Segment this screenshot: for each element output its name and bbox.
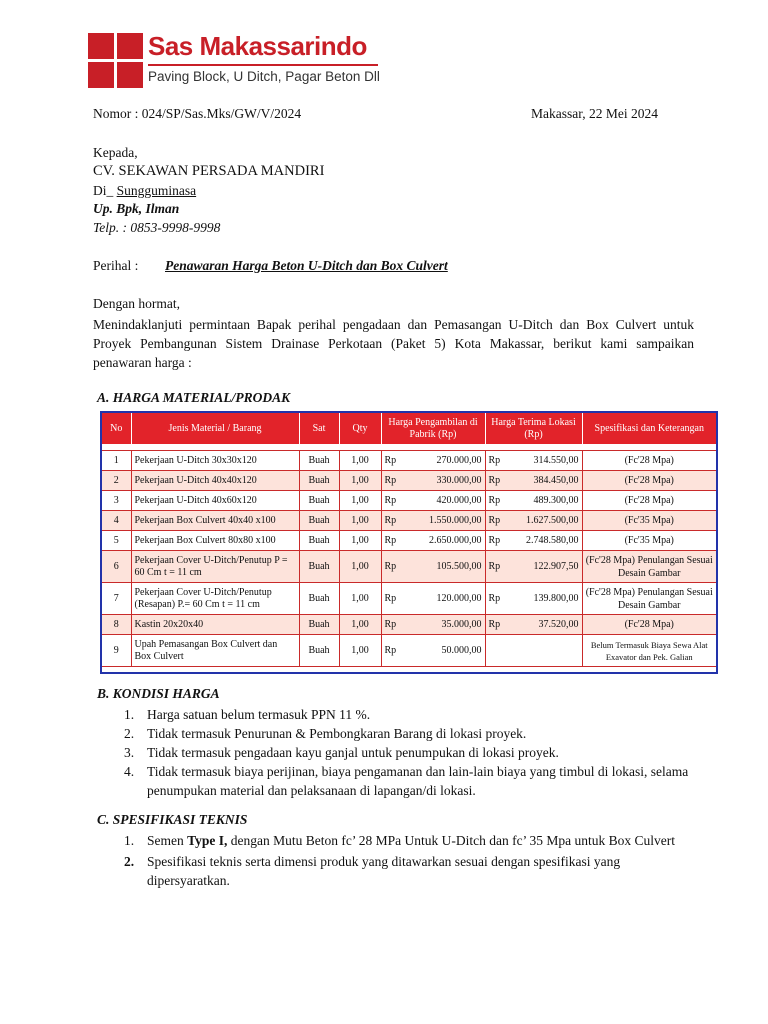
section-c-title: C. SPESIFIKASI TEKNIS bbox=[97, 812, 248, 827]
cell-sat: Buah bbox=[299, 491, 339, 511]
list-item: 2. Tidak termasuk Penurunan & Pembongkaran Barang di lokasi proyek. bbox=[124, 726, 527, 741]
table-spacer-row bbox=[101, 667, 717, 674]
cell-harga-pabrik: Rp 105.500,00 bbox=[381, 551, 485, 583]
cell-no: 8 bbox=[101, 615, 131, 635]
perihal-label: Perihal : bbox=[93, 258, 139, 273]
cell-qty: 1,00 bbox=[339, 615, 381, 635]
cell-no: 2 bbox=[101, 471, 131, 491]
greeting: Dengan hormat, bbox=[93, 296, 180, 311]
cell-no: 7 bbox=[101, 583, 131, 615]
recipient-kepada: Kepada, bbox=[93, 145, 138, 160]
cell-harga-lokasi: Rp 384.450,00 bbox=[485, 471, 582, 491]
list-item: 1. Harga satuan belum termasuk PPN 11 %. bbox=[124, 707, 371, 722]
cell-item: Pekerjaan Cover U-Ditch/Penutup (Resapan) P.= 60 Cm t = 11 cm bbox=[131, 583, 299, 615]
table-row bbox=[101, 451, 717, 471]
cell-harga-lokasi: Rp 37.520,00 bbox=[485, 615, 582, 635]
cell-keterangan: (Fc'28 Mpa) Penulangan Sesuai Desain Gambar bbox=[582, 583, 717, 615]
cell-sat: Buah bbox=[299, 615, 339, 635]
cell-sat: Buah bbox=[299, 451, 339, 471]
cell-item: Pekerjaan Box Culvert 80x80 x100 bbox=[131, 531, 299, 551]
cell-qty: 1,00 bbox=[339, 491, 381, 511]
cell-qty: 1,00 bbox=[339, 583, 381, 615]
list-item: 1. Semen Type I, dengan Mutu Beton fc’ 28 MPa Untuk U-Ditch dan fc’ 35 Mpa untuk Box Culvert bbox=[124, 833, 675, 848]
cell-qty: 1,00 bbox=[339, 471, 381, 491]
cell-no: 3 bbox=[101, 491, 131, 511]
section-b-title: B. KONDISI HARGA bbox=[97, 686, 220, 701]
cell-harga-lokasi: Rp 1.627.500,00 bbox=[485, 511, 582, 531]
cell-sat: Buah bbox=[299, 511, 339, 531]
cell-sat: Buah bbox=[299, 583, 339, 615]
cell-harga-lokasi: Rp 2.748.580,00 bbox=[485, 531, 582, 551]
cell-item: Upah Pemasangan Box Culvert dan Box Culvert bbox=[131, 635, 299, 667]
col-header-item: Jenis Material / Barang bbox=[131, 412, 299, 445]
cell-sat: Buah bbox=[299, 635, 339, 667]
cell-sat: Buah bbox=[299, 531, 339, 551]
cell-qty: 1,00 bbox=[339, 451, 381, 471]
place-date: Makassar, 22 Mei 2024 bbox=[531, 106, 658, 121]
cell-harga-lokasi: Rp 314.550,00 bbox=[485, 451, 582, 471]
cell-qty: 1,00 bbox=[339, 531, 381, 551]
cell-keterangan: (Fc'28 Mpa) bbox=[582, 615, 717, 635]
col-header-sat: Sat bbox=[299, 412, 339, 445]
cell-item: Pekerjaan U-Ditch 30x30x120 bbox=[131, 451, 299, 471]
di-place: Sungguminasa bbox=[116, 183, 197, 198]
logo-title: Sas Makassarindo bbox=[148, 31, 367, 61]
col-header-ket: Spesifikasi dan Keterangan bbox=[582, 412, 717, 445]
recipient-location bbox=[93, 183, 196, 199]
cell-sat: Buah bbox=[299, 471, 339, 491]
cell-harga-pabrik: Rp 420.000,00 bbox=[381, 491, 485, 511]
logo-divider bbox=[148, 64, 378, 66]
section-a-title: A. HARGA MATERIAL/PRODAK bbox=[97, 390, 291, 405]
table-row bbox=[101, 491, 717, 511]
table-row bbox=[101, 583, 717, 615]
cell-harga-pabrik: Rp 1.550.000,00 bbox=[381, 511, 485, 531]
cell-keterangan: (Fc'28 Mpa) bbox=[582, 451, 717, 471]
table-row bbox=[101, 635, 717, 667]
letter-number: Nomor : 024/SP/Sas.Mks/GW/V/2024 bbox=[93, 106, 302, 121]
list-item: 3. Tidak termasuk pengadaan kayu ganjal untuk penumpukan di lokasi proyek. bbox=[124, 745, 559, 760]
cell-item: Pekerjaan Box Culvert 40x40 x100 bbox=[131, 511, 299, 531]
cell-harga-pabrik: Rp 2.650.000,00 bbox=[381, 531, 485, 551]
cell-harga-pabrik: Rp 330.000,00 bbox=[381, 471, 485, 491]
cell-item: Pekerjaan U-Ditch 40x60x120 bbox=[131, 491, 299, 511]
col-header-lokasi: Harga Terima Lokasi (Rp) bbox=[485, 412, 582, 445]
table-row bbox=[101, 615, 717, 635]
recipient-attention: Up. Bpk, Ilman bbox=[93, 201, 180, 216]
cell-keterangan: (Fc'35 Mpa) bbox=[582, 511, 717, 531]
cell-keterangan: (Fc'28 Mpa) Penulangan Sesuai Desain Gambar bbox=[582, 551, 717, 583]
cell-no: 9 bbox=[101, 635, 131, 667]
cell-no: 1 bbox=[101, 451, 131, 471]
cell-keterangan: (Fc'28 Mpa) bbox=[582, 491, 717, 511]
cell-harga-pabrik: Rp 35.000,00 bbox=[381, 615, 485, 635]
cell-qty: 1,00 bbox=[339, 511, 381, 531]
spesifikasi-list bbox=[120, 831, 700, 890]
list-item: 2. Spesifikasi teknis serta dimensi produk yang ditawarkan sesuai dengan spesifikasi yang dipersyaratkan. bbox=[124, 854, 621, 888]
cell-harga-lokasi: Rp 489.300,00 bbox=[485, 491, 582, 511]
price-table bbox=[100, 411, 718, 674]
table-row bbox=[101, 551, 717, 583]
list-item: 4. Tidak termasuk biaya perijinan, biaya pengamanan dan lain-lain biaya yang timbul di lokasi, selama penumpukan material dan pelaksanaan di lapangan/di lokasi. bbox=[124, 764, 689, 798]
table-row bbox=[101, 531, 717, 551]
cell-harga-lokasi: Rp 122.907,50 bbox=[485, 551, 582, 583]
di-prefix: Di_ bbox=[93, 183, 114, 198]
cell-harga-pabrik: Rp 120.000,00 bbox=[381, 583, 485, 615]
cell-no: 6 bbox=[101, 551, 131, 583]
cell-keterangan: Belum Termasuk Biaya Sewa Alat Exavator dan Pek. Galian bbox=[582, 635, 717, 667]
cell-harga-lokasi bbox=[485, 635, 582, 667]
col-header-no: No bbox=[101, 412, 131, 445]
cell-harga-lokasi: Rp 139.800,00 bbox=[485, 583, 582, 615]
table-row bbox=[101, 511, 717, 531]
cell-sat: Buah bbox=[299, 551, 339, 583]
logo-subtitle: Paving Block, U Ditch, Pagar Beton Dll bbox=[148, 69, 380, 84]
cell-item: Pekerjaan Cover U-Ditch/Penutup P = 60 Cm t = 11 cm bbox=[131, 551, 299, 583]
cell-keterangan: (Fc'35 Mpa) bbox=[582, 531, 717, 551]
cell-no: 5 bbox=[101, 531, 131, 551]
cell-keterangan: (Fc'28 Mpa) bbox=[582, 471, 717, 491]
recipient-phone: Telp. : 0853-9998-9998 bbox=[93, 220, 221, 235]
cell-harga-pabrik: Rp 270.000,00 bbox=[381, 451, 485, 471]
table-row bbox=[101, 471, 717, 491]
cell-harga-pabrik: Rp 50.000,00 bbox=[381, 635, 485, 667]
perihal-subject: Penawaran Harga Beton U-Ditch dan Box Culvert bbox=[165, 258, 448, 273]
col-header-pabrik: Harga Pengambilan di Pabrik (Rp) bbox=[381, 412, 485, 445]
cell-no: 4 bbox=[101, 511, 131, 531]
cell-item: Pekerjaan U-Ditch 40x40x120 bbox=[131, 471, 299, 491]
recipient-company: CV. SEKAWAN PERSADA MANDIRI bbox=[93, 163, 325, 179]
company-logo bbox=[88, 33, 388, 88]
col-header-qty: Qty bbox=[339, 412, 381, 445]
intro-paragraph: Menindaklanjuti permintaan Bapak perihal pengadaan dan Pemasangan U-Ditch dan Box Culvert untuk Proyek Pembangunan Sistem Drainase Perkotaan (Paket 5) Kota Makassar, berikut kami sampaikan penawaran harga : bbox=[93, 317, 694, 370]
cell-item: Kastin 20x20x40 bbox=[131, 615, 299, 635]
logo-squares-icon bbox=[88, 33, 143, 88]
cell-qty: 1,00 bbox=[339, 551, 381, 583]
kondisi-harga-list bbox=[120, 705, 700, 800]
table-header-row bbox=[101, 412, 717, 445]
cell-qty: 1,00 bbox=[339, 635, 381, 667]
